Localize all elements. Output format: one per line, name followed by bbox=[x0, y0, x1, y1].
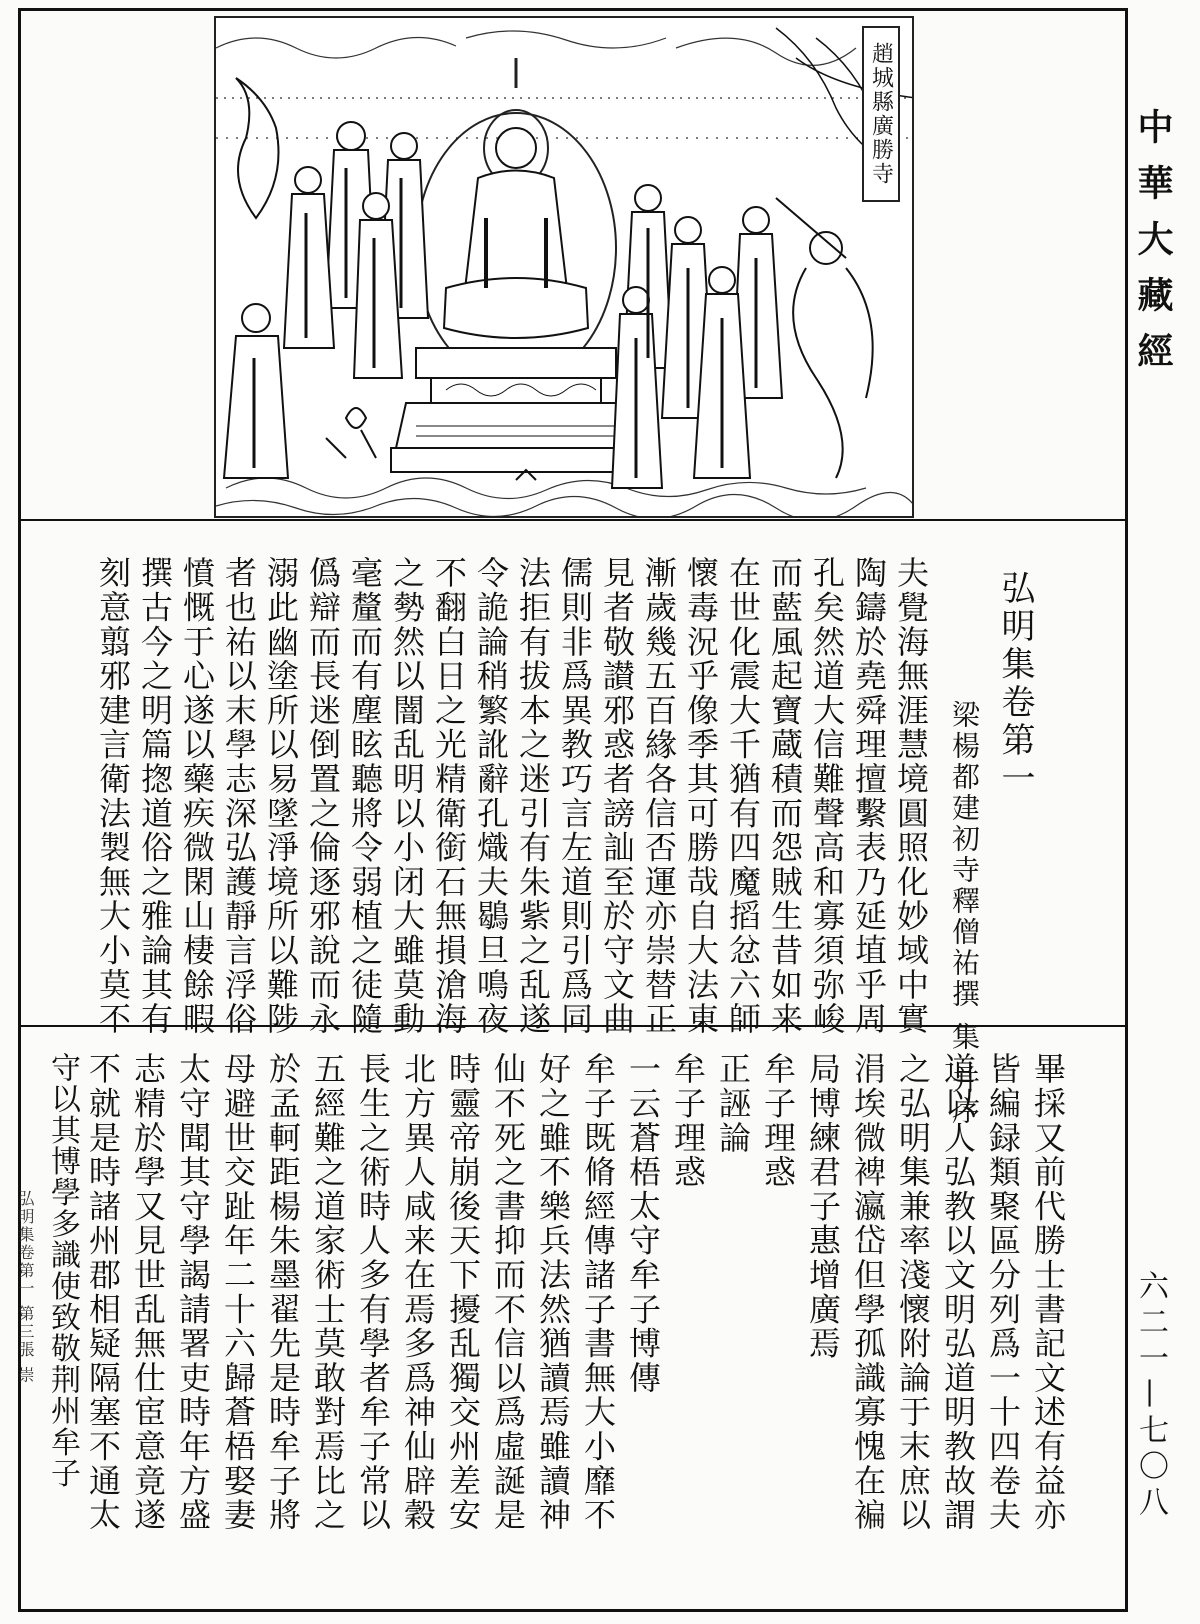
text-column: 於孟軻距楊朱墨翟先是時牟子將 bbox=[264, 1052, 302, 1533]
author-line: 梁楊都建初寺釋僧祐撰 集 并序 bbox=[948, 700, 981, 1127]
collection-title: 中華大藏經 bbox=[1132, 108, 1173, 388]
text-column: 志精於學又見世乱無仕宦意竟遂 bbox=[129, 1052, 167, 1533]
woodblock-illustration bbox=[214, 16, 914, 518]
text-column: 之勢然以闇乱明以小闭大雖莫動 bbox=[388, 556, 426, 1037]
text-column: 好之雖不樂兵法然猶讀焉雖讀神 bbox=[534, 1052, 572, 1533]
text-column: 長生之術時人多有學者牟子常以 bbox=[354, 1052, 392, 1533]
text-column: 法拒有拔本之迷引有朱紫之乱遂 bbox=[514, 556, 552, 1037]
text-column: 一云蒼梧太守牟子博傳 bbox=[624, 1052, 662, 1395]
page-number: 六二一—七〇八 bbox=[1133, 1270, 1168, 1522]
text-column: 牟子既脩經傳諸子書無大小靡不 bbox=[579, 1052, 617, 1533]
text-column: 不就是時諸州郡相疑隔塞不通太 bbox=[84, 1052, 122, 1533]
text-column: 在世化震大千猶有四魔搯忿六師 bbox=[724, 556, 762, 1037]
temple-cartouche: 趙城縣廣勝寺 bbox=[862, 26, 900, 202]
text-column: 守以其博學多識使致敬荆州牟子 bbox=[45, 1052, 80, 1489]
text-column: 太守聞其守學謁請署吏時年方盛 bbox=[174, 1052, 212, 1533]
buddha-assembly-image bbox=[216, 18, 914, 518]
text-column: 畢採又前代勝士書記文述有益亦 bbox=[1029, 1052, 1067, 1533]
text-column: 僞辯而長迷倒置之倫逐邪說而永 bbox=[304, 556, 342, 1037]
text-column: 不翻白日之光精衛銜石無損滄海 bbox=[430, 556, 468, 1037]
text-column: 毫釐而有塵眩聽將令弱植之徒隨 bbox=[346, 556, 384, 1037]
text-column: 正誣論 bbox=[714, 1052, 752, 1155]
text-column: 儒則非爲異教巧言左道則引爲同 bbox=[556, 556, 594, 1037]
text-column: 局博練君子惠增廣焉 bbox=[804, 1052, 842, 1361]
text-column: 而藍風起寶蔵積而怨賊生昔如来 bbox=[766, 556, 804, 1037]
text-column: 道以人弘教以文明弘道明教故謂 bbox=[939, 1052, 977, 1533]
text-column: 孔矣然道大信難聲高和寡須弥峻 bbox=[808, 556, 846, 1037]
text-column: 北方異人咸来在焉多爲神仙辟穀 bbox=[399, 1052, 437, 1533]
text-column: 者也祐以末學志深弘護靜言浮俗 bbox=[220, 556, 258, 1037]
text-column: 憤慨于心遂以藥疾微閑山棲餘暇 bbox=[178, 556, 216, 1037]
text-column: 之弘明集兼率淺懷附論于末庶以 bbox=[894, 1052, 932, 1533]
section-divider-upper bbox=[18, 519, 1128, 521]
text-column: 陶鑄於堯舜理擅繫表乃延埴乎周 bbox=[850, 556, 888, 1037]
text-column: 溺此幽塗所以易墜淨境所以難陟 bbox=[262, 556, 300, 1037]
text-column: 時靈帝崩後天下擾乱獨交州差安 bbox=[444, 1052, 482, 1533]
text-column: 夫覺海無涯慧境圓照化妙域中實 bbox=[892, 556, 930, 1037]
block-footer-mark: 弘明集卷第一 第三張 崇 bbox=[16, 1190, 35, 1385]
text-column: 五經難之道家術士莫敢對焉比之 bbox=[309, 1052, 347, 1533]
text-column: 仙不死之書抑而不信以爲虛誕是 bbox=[489, 1052, 527, 1533]
text-column: 皆編録類聚區分列爲一十四卷夫 bbox=[984, 1052, 1022, 1533]
text-column: 漸歲幾五百緣各信否運亦崇替正 bbox=[640, 556, 678, 1037]
volume-title: 弘明集卷第一 bbox=[995, 570, 1035, 798]
text-column: 刻意翦邪建言衛法製無大小莫不 bbox=[94, 556, 132, 1037]
text-column: 牟子理惑 bbox=[669, 1052, 707, 1190]
text-column: 見者敬讃邪惑者謗訕至於守文曲 bbox=[598, 556, 636, 1037]
text-column: 懷毒況乎像季其可勝哉自大法東 bbox=[682, 556, 720, 1037]
text-column: 涓埃微裨瀛岱但學孤識寡愧在褊 bbox=[849, 1052, 887, 1533]
text-column: 撰古今之明篇揔道俗之雅論其有 bbox=[136, 556, 174, 1037]
text-column: 牟子理惑 bbox=[759, 1052, 797, 1190]
text-column: 母避世交趾年二十六歸蒼梧娶妻 bbox=[219, 1052, 257, 1533]
text-column: 令詭論稍繁訛辭孔熾夫鶡旦鳴夜 bbox=[472, 556, 510, 1037]
